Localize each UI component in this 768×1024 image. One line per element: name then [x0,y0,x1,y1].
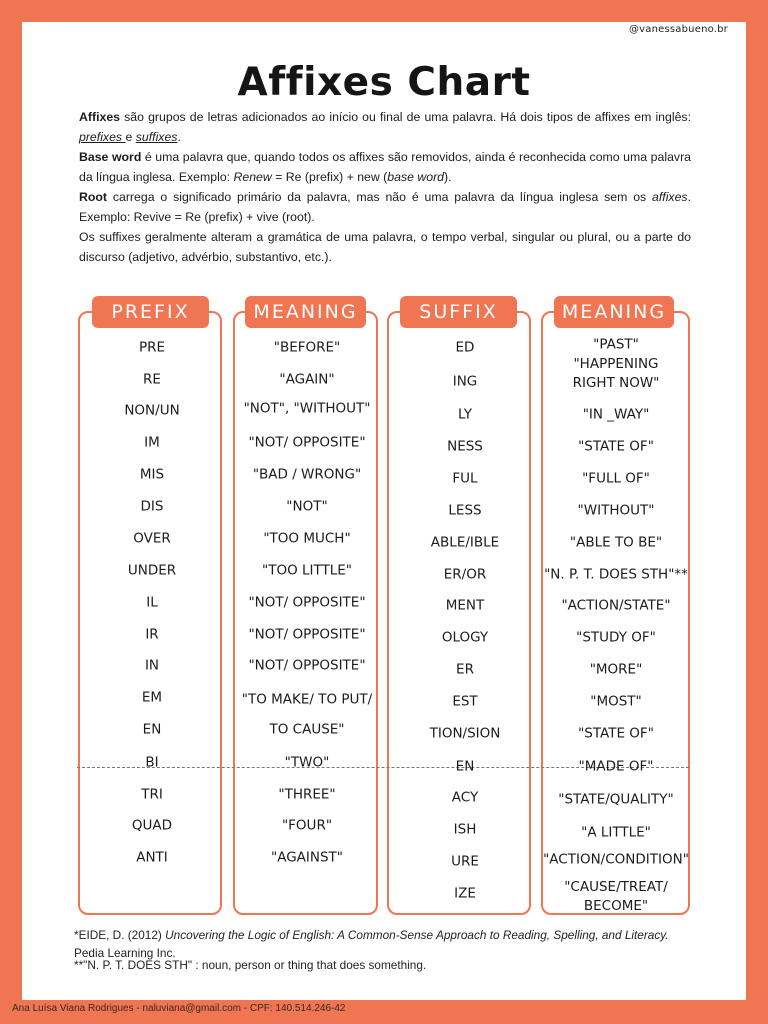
suffix-cell: ING [452,373,478,390]
prefix-cell: QUAD [131,817,173,834]
suffix-meaning-cell: "PAST" [593,336,639,353]
prefix-cell: IR [145,626,159,643]
suffix-meaning-cell: "MORE" [589,661,643,678]
meaning-header-1: MEANING [245,296,366,328]
prefix-meaning-cell: "TOO MUCH" [263,530,351,547]
prefix-meaning-cell: "NOT/ OPPOSITE" [248,594,366,611]
prefix-cell: EN [142,721,162,738]
suffix-meaning-cell: "CAUSE/TREAT/ BECOME" [564,879,668,914]
suffix-cell: FUL [452,470,478,487]
intro-base-word: Base word é uma palavra que, quando todos os affixes são removidos, ainda é reconhecida como uma palavra da língua inglesa. Exemplo: Renew = Re (prefix) + new (base word). [79,150,692,184]
prefix-meaning-cell: "TWO" [284,754,330,771]
prefix-meaning-cell: "TOO LITTLE" [261,562,353,579]
suffix-cell: ED [455,339,475,356]
prefix-meaning-cell: "FOUR" [281,817,333,834]
suffix-cell: TION/SION [429,725,501,742]
suffix-meaning-cell: "MOST" [590,693,642,710]
author-handle: @vanessabueno.br [628,24,728,35]
prefix-cell: ANTI [136,849,168,866]
page-title: Affixes Chart [237,60,531,105]
suffix-meaning-cell: "STATE OF" [578,438,654,455]
suffix-cell: URE [451,853,479,870]
intro-root: Root carrega o significado primário da palavra, mas não é uma palavra da língua inglesa sem os affixes. Exemplo: Revive = Re (prefix) + vive (root). [79,190,691,224]
prefix-cell: NON/UN [124,402,180,419]
prefix-meaning-cell: "NOT/ OPPOSITE" [248,657,366,674]
suffix-meaning-cell: "FULL OF" [582,470,650,487]
footnote: **"N. P. T. DOES STH" : noun, person or thing that does something. [74,958,427,972]
prefix-cell: RE [143,371,161,388]
suffix-meaning-cell: "N. P. T. DOES STH"** [544,566,688,583]
prefix-meaning-cell: "AGAIN" [279,371,335,388]
suffix-meaning-cell: "ABLE TO BE" [569,534,663,551]
suffix-meaning-cell: "ACTION/STATE" [561,597,671,614]
suffix-cell: EST [452,693,478,710]
suffix-cell: IZE [454,885,476,902]
suffix-meaning-cell: "ACTION/CONDITION" [543,851,689,868]
suffix-meaning-cell: "HAPPENING RIGHT NOW" [572,356,660,391]
prefix-meaning-cell: "NOT/ OPPOSITE" [248,626,366,643]
suffix-cell: LY [458,406,472,423]
prefix-cell: BI [145,754,159,771]
suffix-cell: ACY [451,789,479,806]
prefix-cell: IL [146,594,158,611]
suffix-meaning-cell: "WITHOUT" [577,502,655,519]
intro-affixes: Affixes são grupos de letras adicionados ao início ou final de uma palavra. Há dois tipos de affixes em inglês: prefixes e suffixes. [79,110,691,144]
suffix-cell: ABLE/IBLE [430,534,500,551]
suffix-cell: EN [455,758,475,775]
prefix-header: PREFIX [92,296,209,328]
suffix-cell: ER [456,661,474,678]
suffix-cell: NESS [447,438,483,455]
prefix-meaning-cell: "NOT/ OPPOSITE" [248,434,366,451]
prefix-cell: UNDER [127,562,177,579]
suffix-meaning-cell: "STUDY OF" [576,629,656,646]
prefix-meaning-cell: "AGAINST" [270,849,344,866]
prefix-meaning-cell: "TO MAKE/ TO PUT/ [241,691,373,708]
intro-text [79,107,691,267]
suffix-cell: OLOGY [441,629,489,646]
prefix-cell: OVER [133,530,171,547]
suffix-cell: MENT [445,597,485,614]
prefix-meaning-cell: "BEFORE" [273,339,341,356]
suffix-cell: ER/OR [443,566,487,583]
meaning-header-2: MEANING [554,296,674,328]
prefix-cell: MIS [139,466,165,483]
intro-suffixes-note: Os suffixes geralmente alteram a gramática de uma palavra, o tempo verbal, singular ou plural, ou a parte do discurso (adjetivo, advérbio, substantivo, etc.). [79,230,691,264]
prefix-meaning-cell: "BAD / WRONG" [252,466,362,483]
suffix-cell: ISH [453,821,477,838]
page [22,22,746,1000]
suffix-header: SUFFIX [400,296,517,328]
suffix-meaning-cell: "A LITTLE" [581,824,651,841]
suffix-meaning-cell: "MADE OF" [578,758,654,775]
suffix-meaning-cell: "STATE/QUALITY" [558,791,674,808]
suffix-cell: LESS [448,502,482,519]
prefix-meaning-cell: "NOT", "WITHOUT" [243,400,371,417]
prefix-cell: IN [144,657,160,674]
prefix-cell: TRI [141,786,163,803]
prefix-cell: EM [141,689,163,706]
prefix-cell: PRE [138,339,166,356]
prefix-cell: IM [144,434,160,451]
suffix-meaning-cell: "STATE OF" [578,725,654,742]
prefix-meaning-cell: "THREE" [278,786,336,803]
prefix-meaning-cell: "NOT" [286,498,328,515]
prefix-meaning-cell: TO CAUSE" [269,721,345,738]
suffix-meaning-cell: "IN _WAY" [582,406,650,423]
footer-credit: Ana Luísa Viana Rodrigues - naluviana@gmail.com - CPF: 140.514.246-42 [12,1003,346,1014]
prefix-cell: DIS [140,498,164,515]
reference: *EIDE, D. (2012) Uncovering the Logic of English: A Common-Sense Approach to Reading, Spelling, and Literacy. Pedia Learning Inc. [74,928,669,960]
